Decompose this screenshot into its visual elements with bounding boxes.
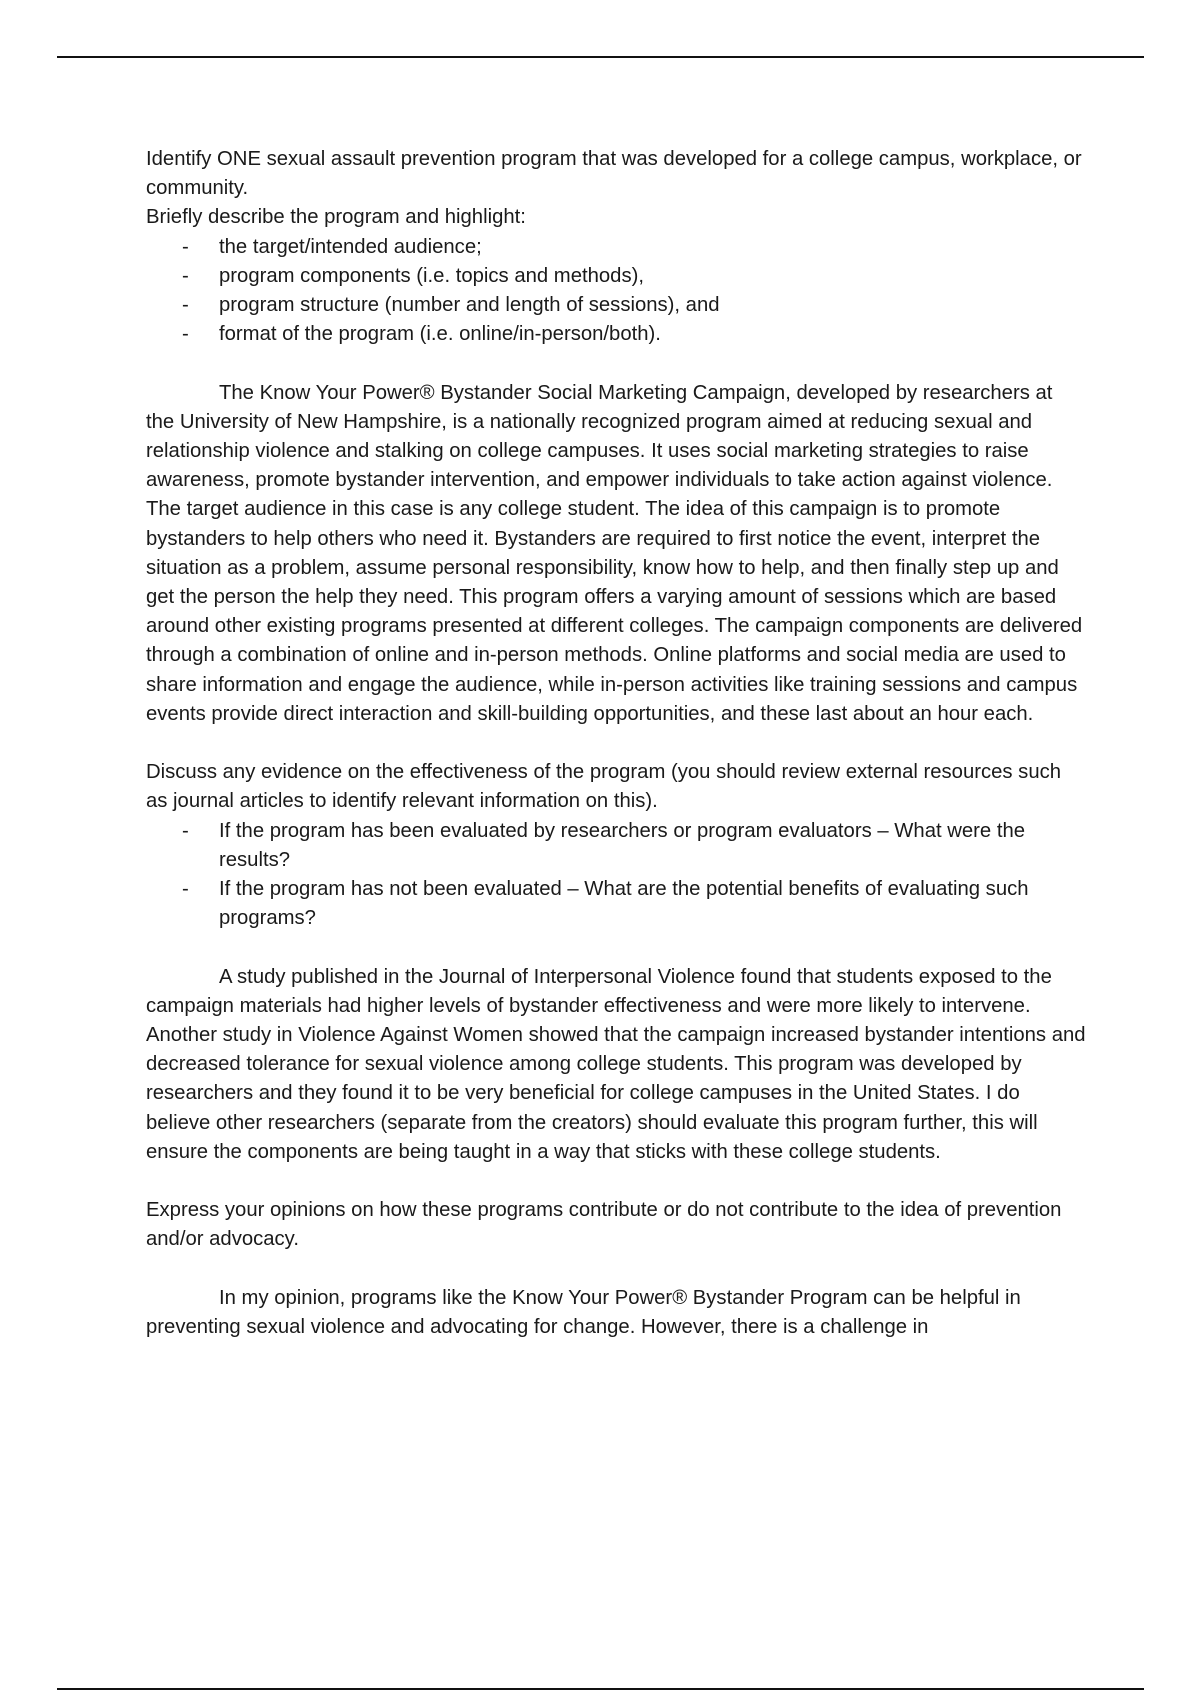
dash-bullet: - <box>182 264 189 287</box>
list-item: - format of the program (i.e. online/in-person/both). <box>146 320 1086 349</box>
section1-bullet-list <box>146 233 1086 350</box>
section3-answer: In my opinion, programs like the Know Your Power® Bystander Program can be helpful in preventing sexual violence and advocating for change. However, there is a challenge in <box>146 1286 1021 1339</box>
list-item: - program structure (number and length of sessions), and <box>146 291 1086 320</box>
section2-answer: A study published in the Journal of Interpersonal Violence found that students exposed to the campaign materials had higher levels of bystander effectiveness and were more likely to intervene. Another study in Violence Against Women showed that the campaign increased bystander intentions and decreased tolerance for sexual violence among college students. This program was developed by researchers and they found it to be very beneficial for college campuses in the United States. I do believe other researchers (separate from the creators) should evaluate this program further, this will ensure the components are being taught in a way that sticks with these college students. <box>146 965 1086 1163</box>
dash-bullet: - <box>182 878 189 901</box>
list-item: - program components (i.e. topics and methods), <box>146 262 1086 291</box>
list-item: - If the program has been evaluated by researchers or program evaluators – What were the results? <box>146 817 1086 875</box>
dash-bullet: - <box>182 235 189 258</box>
section2-prompt: Discuss any evidence on the effectiveness of the program (you should review external resources such as journal articles to identify relevant information on this). <box>146 761 1062 813</box>
section1-answer: The Know Your Power® Bystander Social Marketing Campaign, developed by researchers at the University of New Hampshire, is a nationally recognized program aimed at reducing sexual and relationship violence and stalking on college campuses. It uses social marketing strategies to raise awareness, promote bystander intervention, and empower individuals to take action against violence. The target audience in this case is any college student. The idea of this campaign is to promote bystanders to help others who need it. Bystanders are required to first notice the event, interpret the situation as a problem, assume personal responsibility, know how to help, and then finally step up and get the person the help they need. This program offers a varying amount of sessions which are based around other existing programs presented at different colleges. The campaign components are delivered through a combination of online and in-person methods. Online platforms and social media are used to share information and engage the audience, while in-person activities like training sessions and campus events provide direct interaction and skill-building opportunities, and these last about an hour each. <box>146 381 1083 725</box>
dash-bullet: - <box>182 294 189 317</box>
section2-bullet-list <box>146 817 1086 934</box>
list-item: - If the program has not been evaluated – What are the potential benefits of evaluating such programs? <box>146 875 1086 933</box>
top-rule <box>57 56 1144 58</box>
document-body <box>146 145 1086 1342</box>
section3-prompt: Express your opinions on how these programs contribute or do not contribute to the idea of prevention and/or advocacy. <box>146 1199 1062 1251</box>
list-item: - the target/intended audience; <box>146 233 1086 262</box>
section1-prompt-line-1: Identify ONE sexual assault prevention program that was developed for a college campus, workplace, or community. <box>146 148 1082 200</box>
section1-prompt-line-2: Briefly describe the program and highlight: <box>146 206 526 229</box>
dash-bullet: - <box>182 323 189 346</box>
bottom-rule <box>57 1688 1144 1690</box>
dash-bullet: - <box>182 819 189 842</box>
